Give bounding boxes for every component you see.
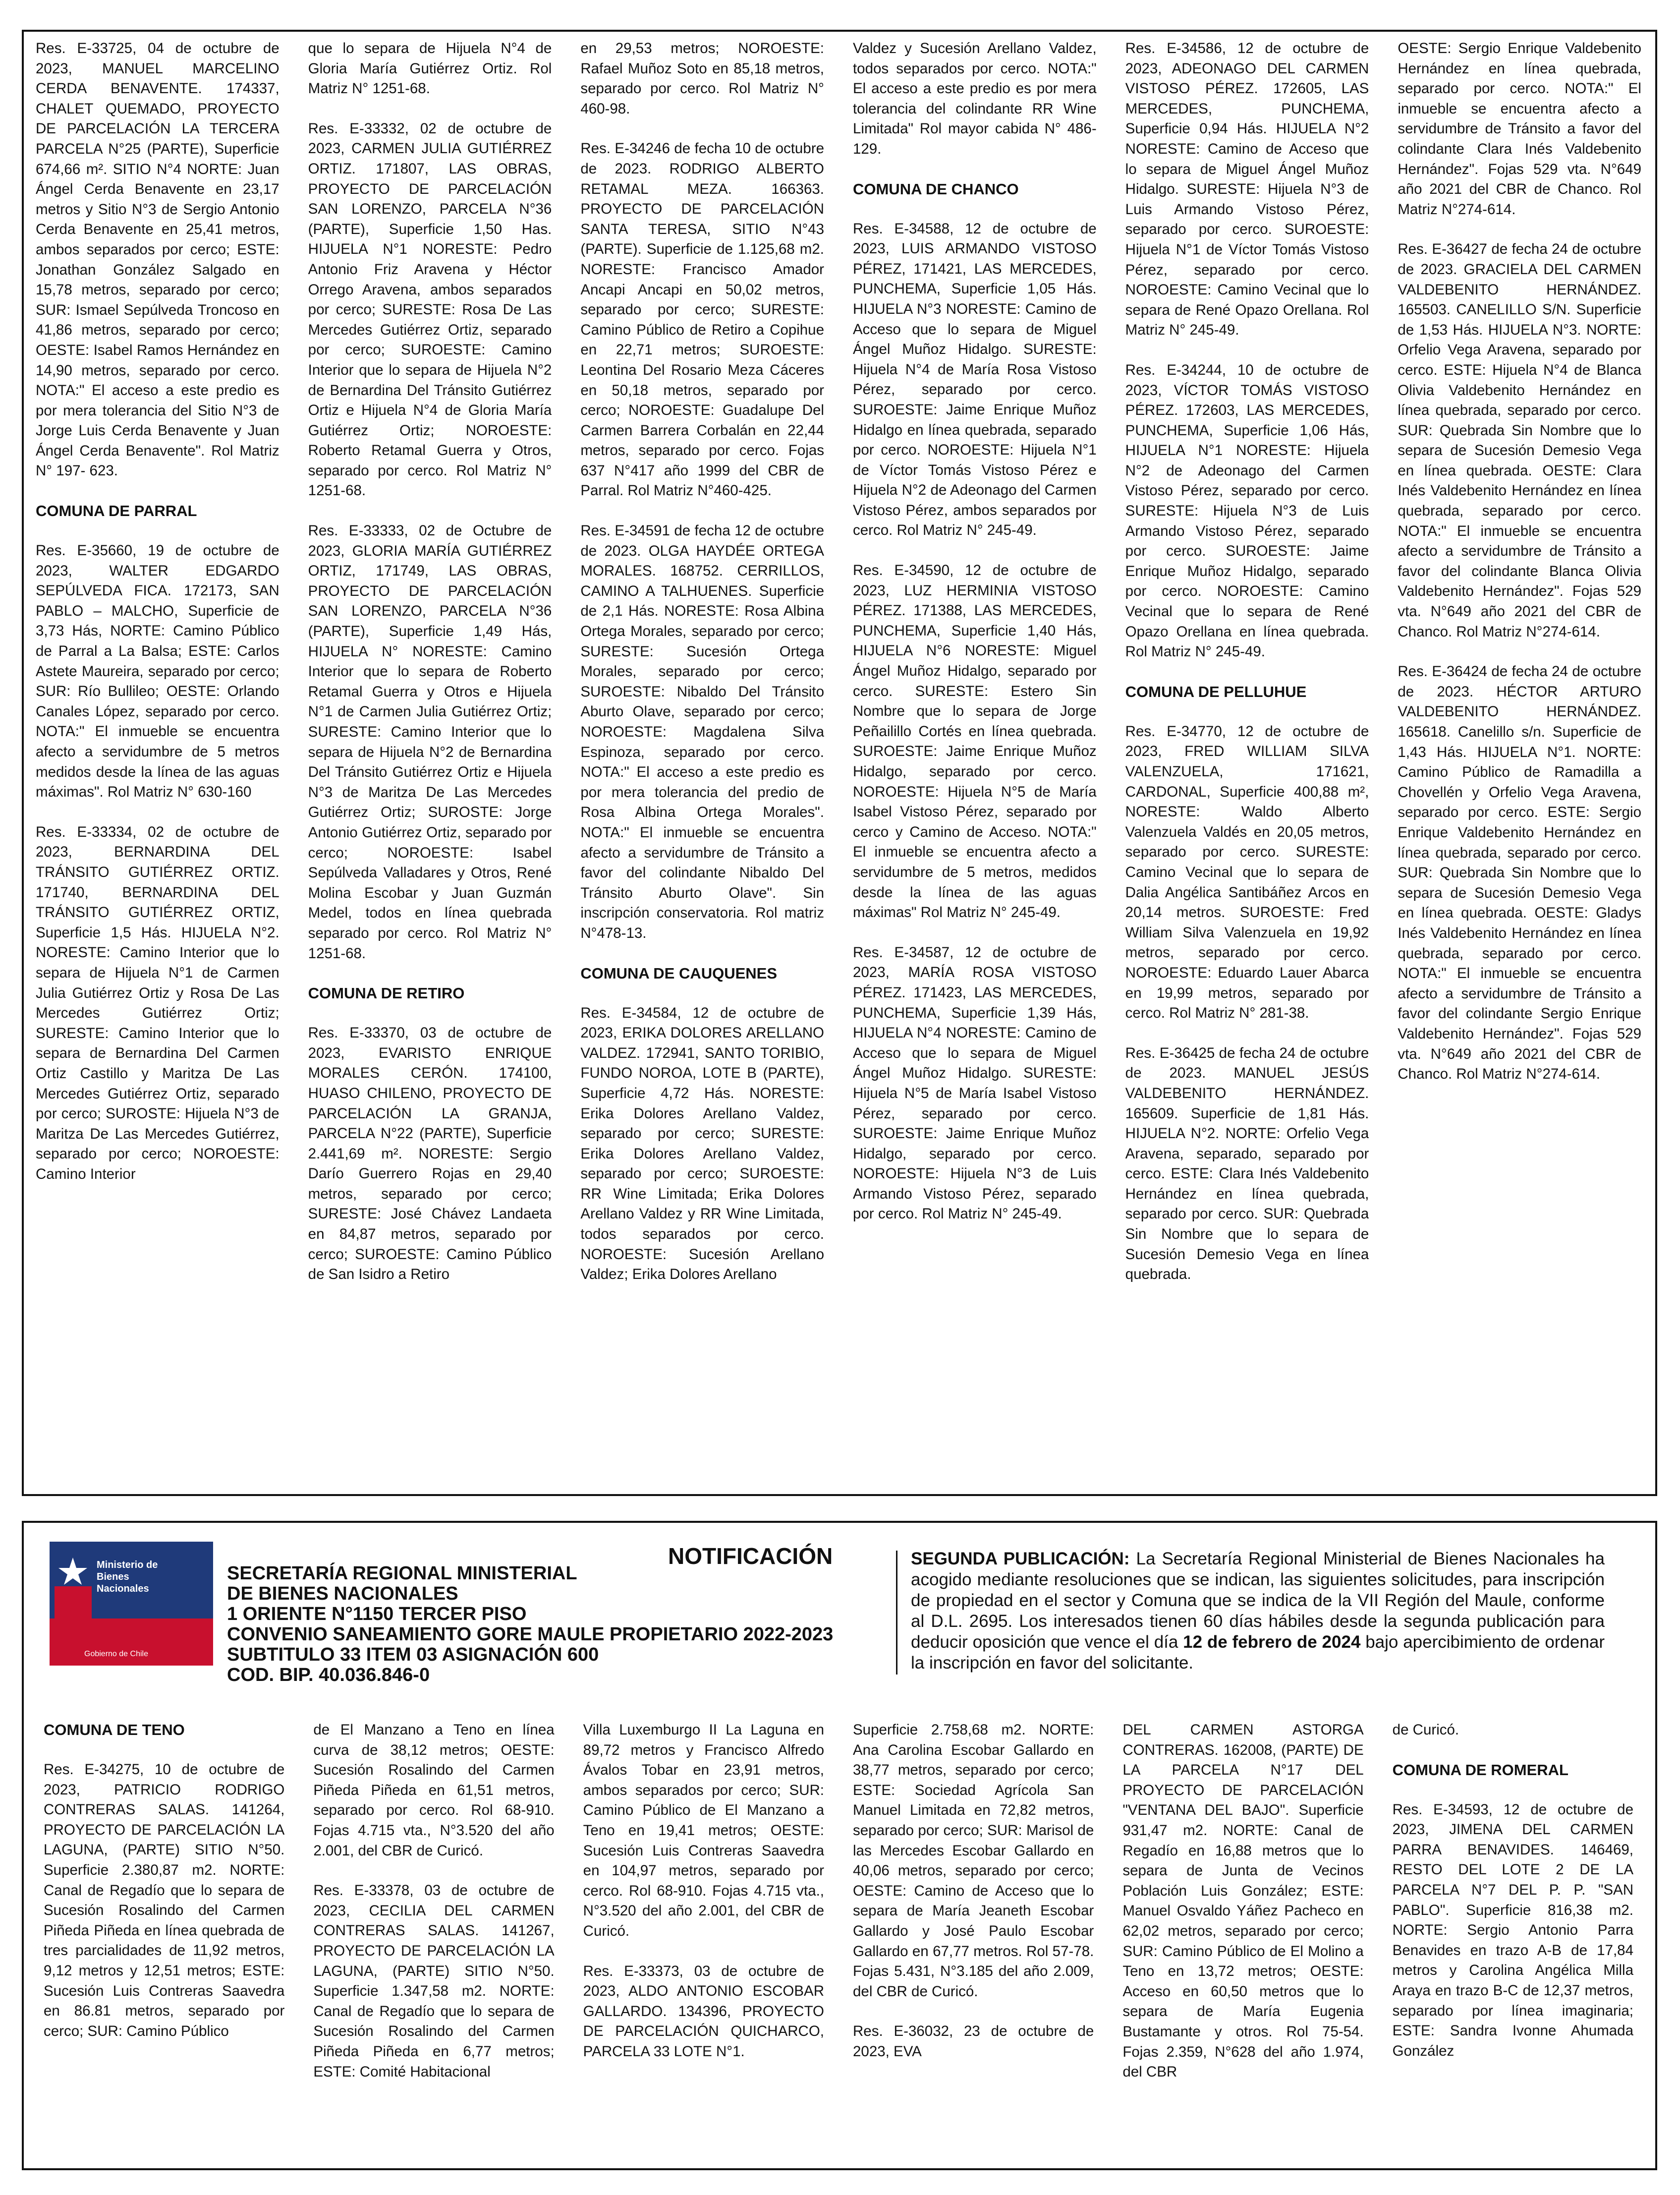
commune-heading: COMUNA DE TENO (44, 1721, 185, 1738)
resolution-entry: Res. E-33334, 02 de octubre de 2023, BERNARDINA DEL TRÁNSITO GUTIÉRREZ ORTIZ. 171740, BERNARDINA DEL TRÁNSITO GUTIÉRREZ ORTIZ, Superficie 1,5 Hás. HIJUELA N°2. NORESTE: Camino Interior que lo separa de Hijuela N°1 de Carmen Julia Gutiérrez Ortiz y Rosa De Las Mercedes Gutiérrez Ortiz; SURESTE: Camino Interior que lo separa de Bernardina Del Carmen Ortiz Castillo y Maritza De Las Mercedes Gutiérrez Ortiz, separado por cerco; SUROSTE: Hijuela N°3 de Maritza De Las Mercedes Gutiérrez, separado por cerco; NOROESTE: Camino Interior (36, 823, 280, 1182)
deadline-date: 12 de febrero de 2024 (1183, 1632, 1361, 1652)
second-publication-text (911, 1549, 1605, 1674)
resolution-entry: Res. E-33332, 02 de octubre de 2023, CARMEN JULIA GUTIÉRREZ ORTIZ. 171807, LAS OBRAS, PROYECTO DE PARCELACIÓN SAN LORENZO, PARCELA N°36 (PARTE), Superficie 1,50 Has. HIJUELA N°1 NORESTE: Pedro Antonio Friz Aravena y Héctor Orrego Aravena, ambos separados por cerco; SURESTE: Rosa De Las Mercedes Gutiérrez Ortiz, separado por cerco; SUROESTE: Camino Interior que lo separa de Hijuela N°2 de Bernardina Del Tránsito Gutiérrez Ortiz e Hijuela N°4 de Gloria María Gutiérrez Ortiz; NOROESTE: Roberto Retamal Guerra y Otros, separado por cerco. Rol Matriz N° 1251-68. (308, 120, 552, 499)
office-title-line: 1 ORIENTE N°1150 TERCER PISO (227, 1604, 527, 1624)
notice-header (24, 1523, 1655, 1701)
resolution-entry: Valdez y Sucesión Arellano Valdez, todos separados por cerco. NOTA:" El acceso a este predio es por mera tolerancia del colindante RR Wine Limitada" Rol mayor cabida N° 486-129. (852, 40, 1097, 157)
top-notices-columns (36, 39, 1641, 1476)
bottom-columns-col-6 (1393, 1720, 1633, 2146)
resolution-entry: de El Manzano a Teno en línea curva de 38,12 metros; OESTE: Sucesión Rosalindo del Carmen Piñeda Piñeda en 61,51 metros, separado por cerco. Rol 68-910. Fojas 4.715 vta., N°3.520 del año 2.001, del CBR de Curicó. (313, 1722, 555, 1859)
resolution-entry: Res. E-34590, 12 de octubre de 2023, LUZ HERMINIA VISTOSO PÉREZ. 171388, LAS MERCEDES, PUNCHEMA, Superficie 1,40 Hás, HIJUELA N°6 NORESTE: Miguel Ángel Muñoz Hidalgo, separado por cerco. SURESTE: Estero Sin Nombre que lo separa de Jorge Peñailillo Cortés en línea quebrada. SUROESTE: Jaime Enrique Muñoz Hidalgo, separado por cerco. NOROESTE: Hijuela N°5 de María Isabel Vistoso Pérez, separado por cerco y Camino de Acceso. NOTA:" El inmueble se encuentra afecto a servidumbre de 5 metros, medidos desde la línea de las aguas máximas" Rol Matriz N° 245-49. (852, 562, 1097, 921)
resolution-entry: Res. E-34588, 12 de octubre de 2023, LUIS ARMANDO VISTOSO PÉREZ, 171421, LAS MERCEDES, PUNCHEMA, Superficie 1,05 Hás. HIJUELA N°3 NORESTE: Camino de Acceso que lo separa de Miguel Ángel Muñoz Hidalgo. SURESTE: Hijuela N°4 de María Rosa Vistoso Pérez, separado por cerco. SUROESTE: Jaime Enrique Muñoz Hidalgo en línea quebrada, separado por cerco. NOROESTE: Hijuela N°1 de Víctor Tomás Vistoso Pérez e Hijuela N°2 de Adeonago del Carmen Vistoso Pérez, ambos separados por cerco. Rol Matriz N° 245-49. (852, 220, 1097, 539)
office-title-line: CONVENIO SANEAMIENTO GORE MAULE PROPIETARIO 2022-2023 (227, 1624, 834, 1645)
ministry-logo (50, 1542, 213, 1666)
header-divider (896, 1551, 897, 1675)
resolution-entry: Res. E-34586, 12 de octubre de 2023, ADEONAGO DEL CARMEN VISTOSO PÉREZ. 172605, LAS MERCEDES, PUNCHEMA, Superficie 0,94 Hás. HIJUELA N°2 NORESTE: Camino de Acceso que lo separa de Miguel Ángel Muñoz Hidalgo. SURESTE: Hijuela N°3 de Luis Armando Vistoso Pérez, separado por cerco. SUROESTE: Hijuela N°1 de Víctor Tomás Vistoso Pérez, separado por cerco. NOROESTE: Camino Vecinal que lo separa de René Opazo Orellana. Rol Matriz N° 245-49. (1125, 40, 1369, 339)
notification-heading: NOTIFICACIÓN (668, 1543, 833, 1569)
resolution-entry: Res. E-34770, 12 de octubre de 2023, FRED WILLIAM SILVA VALENZUELA, 171621, CARDONAL, Superficie 400,88 m², NORESTE: Waldo Alberto Valenzuela Valdés en 20,05 metros, separado por cerco. SURESTE: Camino Vecinal que lo separa de Dalia Angélica Santibáñez Arcos en 20,14 metros. SUROESTE: Fred William Silva Valenzuela en 19,92 metros, separado por cerco. NOROESTE: Eduardo Lauer Abarca en 19,99 metros, separado por cerco. Rol Matriz N° 281-38. (1125, 723, 1369, 1022)
second-publication-body: La Secretaría Regional Ministerial de Bienes Nacionales ha acogido mediante resoluciones que se indican, las siguientes solicitudes, para inscripción de propiedad en el sector y Comuna que se indica de la VII Región del Maule, conforme al D.L. 2695. Los interesados tienen 60 días hábiles desde la segunda publicación para deducir oposición que vence el día (911, 1549, 1605, 1652)
second-publication-label: SEGUNDA PUBLICACIÓN: (911, 1549, 1130, 1568)
top-columns-col-2 (308, 39, 552, 1476)
bottom-columns-col-4 (853, 1720, 1094, 2146)
logo-line-1: Ministerio de (97, 1560, 158, 1570)
logo-line-2: Bienes (97, 1571, 129, 1582)
commune-heading: COMUNA DE CAUQUENES (580, 964, 778, 982)
resolution-entry: Res. E-33373, 03 de octubre de 2023, ALDO ANTONIO ESCOBAR GALLARDO. 134396, PROYECTO DE PARCELACIÓN QUICHARCO, PARCELA 33 LOTE N°1. (583, 1963, 824, 2060)
office-title-line: COD. BIP. 40.036.846-0 (227, 1665, 430, 1685)
commune-heading: COMUNA DE PARRAL (36, 502, 197, 520)
resolution-entry: Res. E-34593, 12 de octubre de 2023, JIMENA DEL CARMEN PARRA BENAVIDES. 146469, RESTO DEL LOTE 2 DE LA PARCELA N°7 DEL P. P. "SAN PABLO". Superficie 816,38 m2. NORTE: Sergio Antonio Parra Benavides en trazo A-B de 17,84 metros y Carolina Angélica Milla Araya en trazo B-C de 12,37 metros, separado por línea imaginaria; ESTE: Sandra Ivonne Ahumada González (1392, 1801, 1633, 2059)
office-title-line: SECRETARÍA REGIONAL MINISTERIAL (227, 1563, 577, 1584)
bottom-columns-col-3 (583, 1720, 824, 2146)
resolution-entry: de Curicó. (1392, 1722, 1459, 1738)
resolution-entry: Res. E-33333, 02 de Octubre de 2023, GLORIA MARÍA GUTIÉRREZ ORTIZ, 171749, LAS OBRAS, PROYECTO DE PARCELACIÓN SAN LORENZO, PARCELA N°36 (PARTE), Superficie 1,49 Hás, HIJUELA N° NORESTE: Camino Interior que lo separa de Roberto Retamal Guerra y Otros e Hijuela N°1 de Carmen Julia Gutiérrez Ortiz; SURESTE: Camino Interior que lo separa de Hijuela N°2 de Bernardina Del Tránsito Gutiérrez Ortiz e Hijuela N°3 de Maritza De Las Mercedes Gutiérrez Ortiz; SUROSTE: Jorge Antonio Gutiérrez Ortiz, separado por cerco; NOROESTE: Isabel Sepúlveda Valladares y Otros, René Molina Escobar y Juan Guzmán Medel, todos en línea quebrada separado por cerco. Rol Matriz N° 1251-68. (308, 522, 552, 962)
resolution-entry: Res. E-34275, 10 de octubre de 2023, PATRICIO RODRIGO CONTRERAS SALAS. 141264, PROYECTO DE PARCELACIÓN LA LAGUNA, (PARTE) SITIO N°50. Superficie 2.380,87 m2. NORTE: Canal de Regadío que lo separa de Sucesión Rosalindo del Carmen Piñeda Piñeda en línea quebrada de tres parcialidades de 11,92 metros, 9,12 metros y 12,51 metros; ESTE: Sucesión Luis Contreras Saavedra en 86.81 metros, separado por cerco; SUR: Camino Público (44, 1761, 285, 2039)
resolution-entry: Res. E-34591 de fecha 12 de octubre de 2023. OLGA HAYDÉE ORTEGA MORALES. 168752. CERRILLOS, CAMINO A TALHUENES. Superficie de 2,1 Hás. NORESTE: Rosa Albina Ortega Morales, separado por cerco; SURESTE: Sucesión Ortega Morales, separado por cerco; SUROESTE: Nibaldo Del Tránsito Aburto Olave, separado por cerco; NOROESTE: Magdalena Silva Espinoza, separado por cerco. NOTA:" El acceso a este predio es por mera tolerancia del predio de Rosa Albina Ortega Morales". NOTA:" El inmueble se encuentra afecto a servidumbre de Tránsito a favor del colindante Nibaldo Del Tránsito Aburto Olave". Sin inscripción conservatoria. Rol matriz N°478-13. (580, 522, 824, 941)
resolution-entry: en 29,53 metros; NOROESTE: Rafael Muñoz Soto en 85,18 metros, separado por cerco. Rol Matriz N° 460-98. (580, 40, 824, 117)
resolution-entry: que lo separa de Hijuela N°4 de Gloria María Gutiérrez Ortiz. Rol Matriz N° 1251-68. (308, 40, 552, 97)
office-title-line: SUBTITULO 33 ITEM 03 ASIGNACIÓN 600 (227, 1644, 599, 1665)
top-columns-col-6 (1398, 39, 1641, 1476)
commune-heading: COMUNA DE RETIRO (308, 984, 465, 1002)
office-title-line: DE BIENES NACIONALES (227, 1583, 458, 1604)
resolution-entry: Superficie 2.758,68 m2. NORTE: Ana Carolina Escobar Gallardo en 38,77 metros, separado por cerco; ESTE: Sociedad Agrícola San Manuel Limitada en 72,82 metros, separado por cerco; SUR: Marisol de las Mercedes Escobar Gallardo en 40,06 metros, separado por cerco; OESTE: Camino de Acceso que lo separa de María Jeaneth Escobar Gallardo y José Paulo Escobar Gallardo en 67,77 metros. Rol 57-78. Fojas 5.431, N°3.185 del año 2.009, del CBR de Curicó. (853, 1722, 1094, 2000)
resolution-entry: Res. E-33370, 03 de octubre de 2023, EVARISTO ENRIQUE MORALES CERÓN. 174100, HUASO CHILENO, PROYECTO DE PARCELACIÓN LA GRANJA, PARCELA N°22 (PARTE), Superficie 2.441,69 m². NORESTE: Sergio Darío Guerrero Rojas en 29,40 metros, separado por cerco; SURESTE: José Chávez Landaeta en 84,87 metros, separado por cerco; SUROESTE: Camino Público de San Isidro a Retiro (308, 1025, 552, 1283)
commune-heading: COMUNA DE PELLUHUE (1125, 683, 1307, 700)
logo-text (97, 1559, 158, 1595)
logo-line-3: Nacionales (97, 1583, 149, 1594)
logo-bottom-text: Gobierno de Chile (84, 1650, 148, 1658)
top-columns-col-3 (580, 39, 824, 1476)
resolution-entry: OESTE: Sergio Enrique Valdebenito Hernández en línea quebrada, separado por cerco. NOTA:" El inmueble se encuentra afecto a servidumbre de Tránsito a favor del colindante Clara Inés Valdebenito Hernández". Fojas 529 vta. N°649 año 2021 del CBR de Chanco. Rol Matriz N°274-614. (1398, 40, 1641, 218)
resolution-entry: Res. E-33725, 04 de octubre de 2023, MANUEL MARCELINO CERDA BENAVENTE. 174337, CHALET QUEMADO, PROYECTO DE PARCELACIÓN LA TERCERA PARCELA N°25 (PARTE), Superficie 674,66 m². SITIO N°4 NORTE: Juan Ángel Cerda Benavente en 23,17 metros y Sitio N°3 de Sergio Antonio Cerda Benavente en 25,41 metros, ambos separados por cerco; ESTE: Jonathan González Salgado en 15,78 metros, separado por cerco; SUR: Ismael Sepúlveda Troncoso en 41,86 metros, separado por cerco; OESTE: Isabel Ramos Hernández en 14,90 metros, separado por cerco. NOTA:" El acceso a este predio es por mera tolerancia del Sitio N°3 de Jorge Luis Cerda Benavente y Juan Ángel Cerda Benavente". Rol Matriz N° 197- 623. (36, 40, 280, 479)
resolution-entry: Res. E-36425 de fecha 24 de octubre de 2023. MANUEL JESÚS VALDEBENITO HERNÁNDEZ. 165609. Superficie de 1,81 Hás. HIJUELA N°2. NORTE: Orfelio Vega Aravena, separado, separado por cerco. ESTE: Clara Inés Valdebenito Hernández en línea quebrada, separado por cerco. SUR: Quebrada Sin Nombre que lo separa de Sucesión Demesio Vega en línea quebrada. (1125, 1044, 1369, 1283)
commune-heading: COMUNA DE CHANCO (852, 180, 1019, 198)
top-columns-col-5 (1125, 39, 1369, 1476)
bottom-columns-col-5 (1122, 1720, 1363, 2146)
bottom-columns-col-2 (313, 1720, 554, 2146)
resolution-entry: Res. E-35660, 19 de octubre de 2023, WALTER EDGARDO SEPÚLVEDA FICA. 172173, SAN PABLO – MALCHO, Superficie de 3,73 Hás, NORTE: Camino Público de Parral a La Balsa; ESTE: Carlos Astete Maureira, separado por cerco; SUR: Río Bullileo; OESTE: Orlando Canales López, separado por cerco. NOTA:" El inmueble se encuentra afecto a servidumbre de 5 metros medidos desde la línea de las aguas máximas". Rol Matriz N° 630-160 (36, 542, 280, 801)
resolution-entry: Res. E-34244, 10 de octubre de 2023, VÍCTOR TOMÁS VISTOSO PÉREZ. 172603, LAS MERCEDES, PUNCHEMA, Superficie 1,06 Hás, HIJUELA N°1 NORESTE: Hijuela N°2 de Adeonago del Carmen Vistoso Pérez, separado por cerco. SURESTE: Hijuela N°3 de Luis Armando Vistoso Pérez, separado por cerco. SUROESTE: Jaime Enrique Muñoz Hidalgo, separado por cerco. NOROESTE: Camino Vecinal que lo separa de René Opazo Orellana en línea quebrada. Rol Matriz N° 245-49. (1125, 361, 1369, 660)
second-publication-tail: bajo apercibimiento de ordenar la inscripción en favor del solicitante. (911, 1632, 1605, 1673)
chile-star-icon (55, 1552, 92, 1621)
commune-heading: COMUNA DE ROMERAL (1392, 1761, 1568, 1779)
top-columns-col-4 (853, 39, 1097, 1476)
resolution-entry: Res. E-36424 de fecha 24 de octubre de 2023. HÉCTOR ARTURO VALDEBENITO HERNÁNDEZ. 165618. Canelillo s/n. Superficie de 1,43 Hás. HIJUELA N°1. NORTE: Camino Público de Ramadilla a Chovellén y Orfelio Vega Aravena, separado por cerco. ESTE: Sergio Enrique Valdebenito Hernández en línea quebrada, separado por cerco. SUR: Quebrada Sin Nombre que lo separa de Sucesión Demesio Vega en línea quebrada. OESTE: Gladys Inés Valdebenito Hernández en línea quebrada, separado por cerco. NOTA:" El inmueble se encuentra afecto a servidumbre de Tránsito a favor del colindante Sergio Enrique Valdebenito Hernández". Fojas 529 vta. N°649 año 2021 del CBR de Chanco. Rol Matriz N°274-614. (1398, 663, 1641, 1083)
office-title-block (227, 1563, 970, 1685)
resolution-entry: Res. E-36032, 23 de octubre de 2023, EVA (853, 2023, 1094, 2060)
resolution-entry: DEL CARMEN ASTORGA CONTRERAS. 162008, (PARTE) DE LA PARCELA N°17 DEL PROYECTO DE PARCELACIÓN "VENTANA DEL BAJO". Superficie 931,47 m2. NORTE: Canal de Regadío en 16,88 metros que lo separa de Junta de Vecinos Población Luis González; ESTE: Manuel Osvaldo Yáñez Pacheco en 62,02 metros, separado por cerco; SUR: Camino Público de El Molino a Teno en 13,72 metros; OESTE: Acceso en 60,50 metros que lo separa de María Eugenia Bustamante y otros. Rol 75-54. Fojas 2.359, N°628 del año 1.974, del CBR (1122, 1722, 1364, 2080)
resolution-entry: Res. E-34584, 12 de octubre de 2023, ERIKA DOLORES ARELLANO VALDEZ. 172941, SANTO TORIBIO, FUNDO NOROA, LOTE B (PARTE), Superficie 4,72 Hás. NORESTE: Erika Dolores Arellano Valdez, separado por cerco; SURESTE: Erika Dolores Arellano Valdez, separado por cerco; SUROESTE: RR Wine Limitada; Erika Dolores Arellano Valdez y RR Wine Limitada, todos separados por cerco. NOROESTE: Sucesión Arellano Valdez; Erika Dolores Arellano (580, 1004, 824, 1283)
bottom-notices-columns (44, 1720, 1633, 2146)
resolution-entry: Res. E-34587, 12 de octubre de 2023, MARÍA ROSA VISTOSO PÉREZ. 171423, LAS MERCEDES, PUNCHEMA, Superficie 1,39 Hás, HIJUELA N°4 NORESTE: Camino de Acceso que lo separa de Miguel Ángel Muñoz Hidalgo. SURESTE: Hijuela N°5 de María Isabel Vistoso Pérez, separado por cerco. SUROESTE: Jaime Enrique Muñoz Hidalgo, separado por cerco. NOROESTE: Hijuela N°3 de Luis Armando Vistoso Pérez, separado por cerco. Rol Matriz N° 245-49. (852, 944, 1097, 1222)
resolution-entry: Res. E-36427 de fecha 24 de octubre de 2023. GRACIELA DEL CARMEN VALDEBENITO HERNÁNDEZ. 165503. CANELILLO S/N. Superficie de 1,53 Hás. HIJUELA N°3. NORTE: Orfelio Vega Aravena, separado por cerco. ESTE: Hijuela N°4 de Blanca Olivia Valdebenito Hernández en línea quebrada, separado por cerco. SUR: Quebrada Sin Nombre que lo separa de Sucesión Demesio Vega en línea quebrada. OESTE: Clara Inés Valdebenito Hernández en línea quebrada, separado por cerco. NOTA:" El inmueble se encuentra afecto a servidumbre de Tránsito a favor del colindante Blanca Olivia Valdebenito Hernández". Fojas 529 vta. N°649 año 2021 del CBR de Chanco. Rol Matriz N°274-614. (1398, 241, 1641, 640)
resolution-entry: Res. E-33378, 03 de octubre de 2023, CECILIA DEL CARMEN CONTRERAS SALAS. 141267, PROYECTO DE PARCELACIÓN LA LAGUNA, (PARTE) SITIO N°50. Superficie 1.347,58 m2. NORTE: Canal de Regadío que lo separa de Sucesión Rosalindo del Carmen Piñeda Piñeda en 6,77 metros; ESTE: Comité Habitacional (313, 1882, 555, 2080)
resolution-entry: Res. E-34246 de fecha 10 de octubre de 2023. RODRIGO ALBERTO RETAMAL MEZA. 166363. PROYECTO DE PARCELACIÓN SANTA TERESA, SITIO N°43 (PARTE). Superficie de 1.125,68 m2. NORESTE: Francisco Amador Ancapi Ancapi en 50,02 metros, separado por cerco; SURESTE: Camino Público de Retiro a Copihue en 22,71 metros; SUROESTE: Leontina Del Rosario Meza Cáceres en 50,18 metros, separado por cerco; NOROESTE: Guadalupe Del Carmen Barrera Corbalán en 22,44 metros, separado por cerco. Fojas 637 N°417 año 1999 del CBR de Parral. Rol Matriz N°460-425. (580, 140, 824, 499)
top-columns-col-1 (36, 39, 280, 1476)
resolution-entry: Villa Luxemburgo II La Laguna en 89,72 metros y Francisco Alfredo Ávalos Tobar en 23,91 metros, ambos separados por cerco; SUR: Camino Público de El Manzano a Teno en 19,41 metros; OESTE: Sucesión Luis Contreras Saavedra en 104,97 metros, separado por cerco. Rol 68-910. Fojas 4.715 vta., N°3.520 del año 2.001, del CBR de Curicó. (583, 1722, 824, 1939)
bottom-columns-col-1 (44, 1720, 284, 2146)
